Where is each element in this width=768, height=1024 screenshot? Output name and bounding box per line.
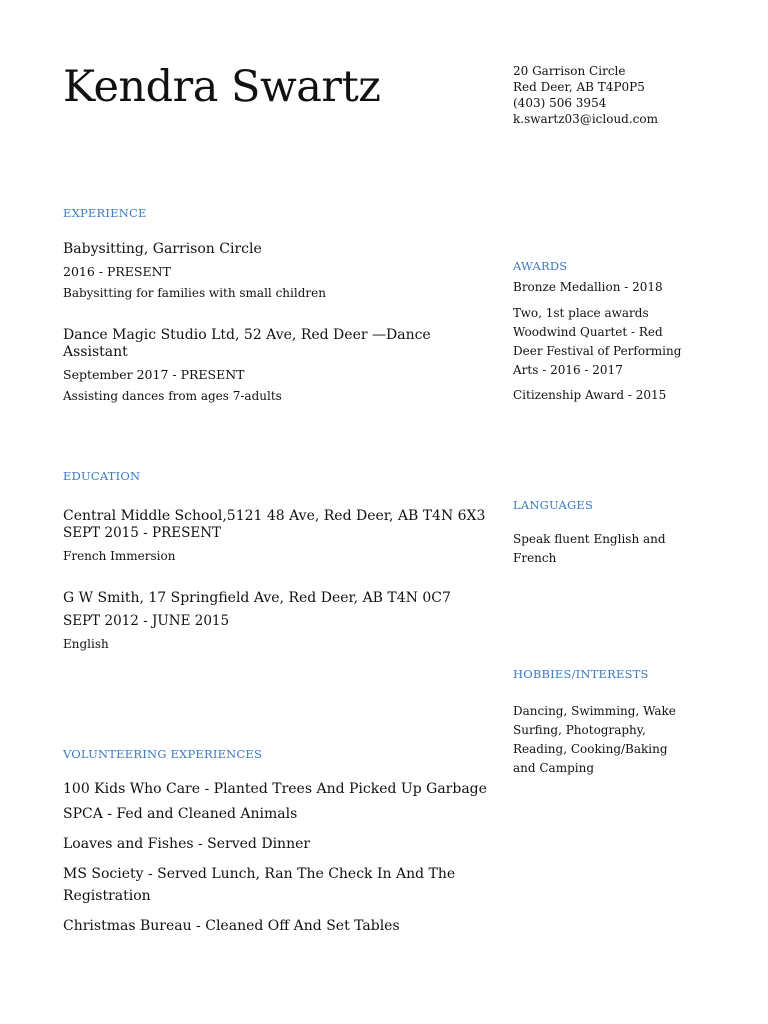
experience-title-2: Dance Magic Studio Ltd, 52 Ave, Red Deer —Dance Assistant	[63, 327, 431, 360]
volunteering-item-1: 100 Kids Who Care - Planted Trees And Picked Up Garbage	[63, 781, 487, 797]
phone-number: (403) 506 3954	[513, 96, 607, 110]
education-date-1: SEPT 2015 - PRESENT	[63, 525, 222, 541]
education-title-1: Central Middle School,5121 48 Ave, Red Deer, AB T4N 6X3	[63, 508, 486, 524]
contact-block	[513, 63, 658, 127]
email-address: k.swartz03@icloud.com	[513, 112, 658, 126]
address-line-2: Red Deer, AB T4P0P5	[513, 80, 645, 94]
award-item-2: Two, 1st place awards Woodwind Quartet - Red Deer Festival of Performing Arts - 2016 - 2017	[513, 306, 682, 377]
resume-name: Kendra Swartz	[63, 62, 381, 112]
volunteering-item-2: SPCA - Fed and Cleaned Animals	[63, 806, 298, 822]
hobbies-heading: HOBBIES/INTERESTS	[513, 667, 649, 681]
volunteering-heading: VOLUNTEERING EXPERIENCES	[63, 747, 263, 761]
volunteering-item-5: Christmas Bureau - Cleaned Off And Set Tables	[63, 918, 400, 934]
volunteering-item-4: MS Society - Served Lunch, Ran The Check In And The Registration	[63, 866, 456, 904]
education-heading: EDUCATION	[63, 469, 141, 483]
languages-heading: LANGUAGES	[513, 498, 594, 512]
hobbies-text: Dancing, Swimming, Wake Surfing, Photography, Reading, Cooking/Baking and Camping	[513, 704, 676, 775]
experience-title-1: Babysitting, Garrison Circle	[63, 241, 262, 257]
languages-text: Speak fluent English and French	[513, 532, 666, 565]
address-line-1: 20 Garrison Circle	[513, 64, 626, 78]
volunteering-item-3: Loaves and Fishes - Served Dinner	[63, 836, 311, 852]
experience-date-1: 2016 - PRESENT	[63, 264, 171, 279]
experience-desc-2: Assisting dances from ages 7-adults	[63, 389, 282, 403]
award-item-1: Bronze Medallion - 2018	[513, 280, 663, 294]
education-date-2: SEPT 2012 - JUNE 2015	[63, 613, 230, 629]
experience-desc-1: Babysitting for families with small children	[63, 286, 326, 300]
education-desc-2: English	[63, 637, 109, 651]
experience-date-2: September 2017 - PRESENT	[63, 367, 245, 382]
awards-heading: AWARDS	[513, 259, 568, 273]
award-item-3: Citizenship Award - 2015	[513, 388, 667, 402]
education-title-2: G W Smith, 17 Springfield Ave, Red Deer, AB T4N 0C7	[63, 590, 451, 606]
experience-heading: EXPERIENCE	[63, 206, 147, 220]
education-desc-1: French Immersion	[63, 549, 176, 563]
